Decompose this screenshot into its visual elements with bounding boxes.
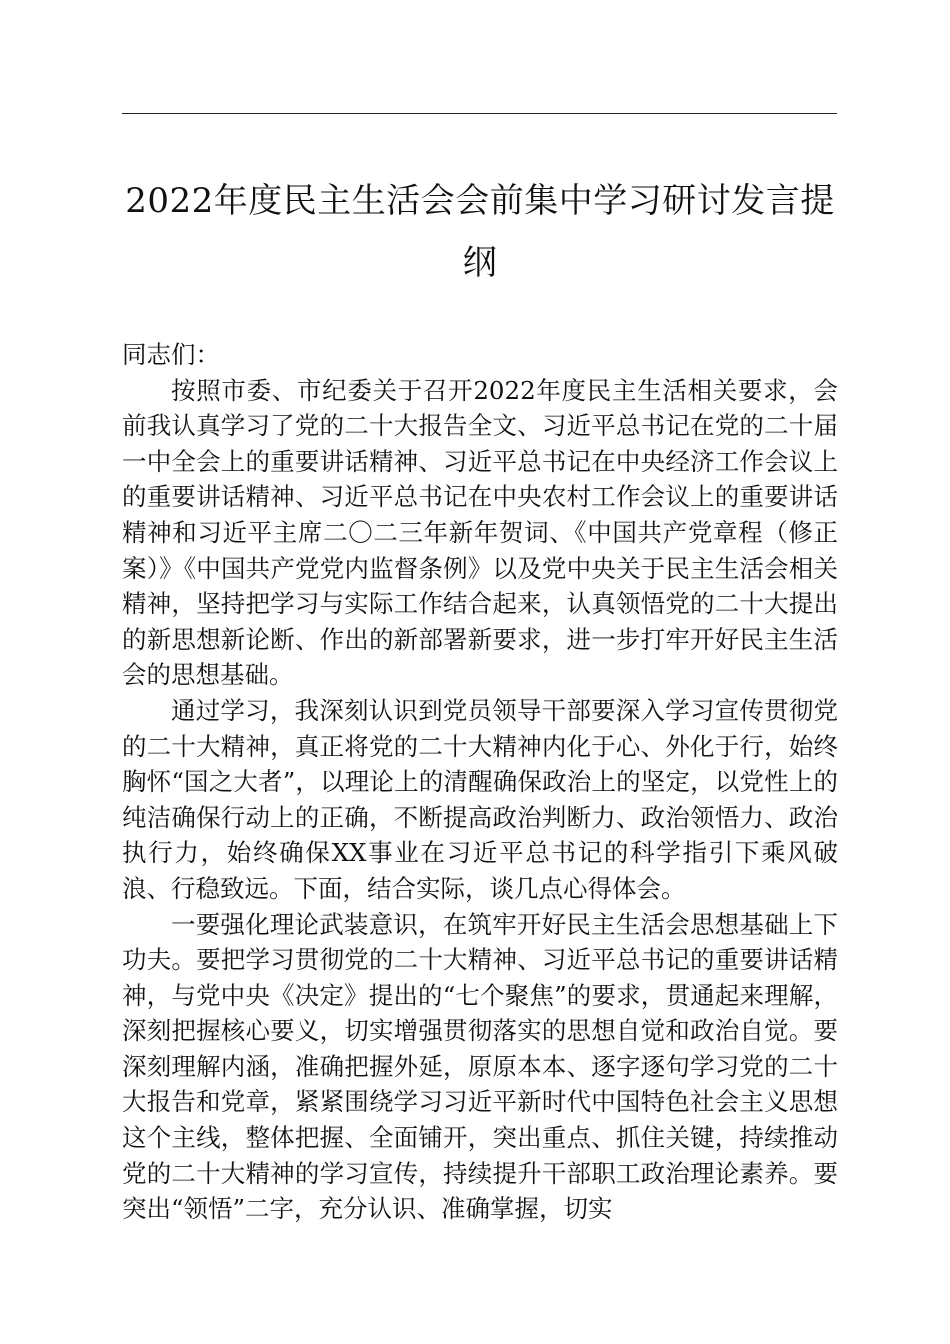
salutation: 同志们： (122, 340, 220, 369)
header-rule (122, 113, 837, 114)
paragraph-2: 通过学习，我深刻认识到党员领导干部要深入学习宣传贯彻党的二十大精神，真正将党的二十大精神内化于心、外化于行，始终胸怀“国之大者”，以理论上的清醒确保政治上的坚定，以党性上的纯洁确保行动上的正确，不断提高政治判断力、政治领悟力、政治执行力，始终确保XX事业在习近平总书记的科学指引下乘风破浪、行稳致远。下面，结合实际，谈几点心得体会。 (122, 695, 838, 903)
paragraph-1: 按照市委、市纪委关于召开2022年度民主生活相关要求，会前我认真学习了党的二十大报告全文、习近平总书记在党的二十届一中全会上的重要讲话精神、习近平总书记在中央经济工作会议上的重要讲话精神、习近平总书记在中央农村工作会议上的重要讲话精神和习近平主席二〇二三年新年贺词、《中国共产党章程（修正案）》《中国共产党党内监督条例》以及党中央关于民主生活会相关精神，坚持把学习与实际工作结合起来，认真领悟党的二十大提出的新思想新论断、作出的新部署新要求，进一步打牢开好民主生活会的思想基础。 (122, 375, 838, 690)
paragraph-3: 一要强化理论武装意识，在筑牢开好民主生活会思想基础上下功夫。要把学习贯彻党的二十大精神、习近平总书记的重要讲话精神，与党中央《决定》提出的“七个聚焦”的要求，贯通起来理解，深刻把握核心要义，切实增强贯彻落实的思想自觉和政治自觉。要深刻理解内涵，准确把握外延，原原本本、逐字逐句学习党的二十大报告和党章，紧紧围绕学习习近平新时代中国特色社会主义思想这个主线，整体把握、全面铺开，突出重点、抓住关键，持续推动党的二十大精神的学习宣传，持续提升干部职工政治理论素养。要突出“领悟”二字，充分认识、准确掌握，切实 (122, 909, 838, 1224)
document-body (122, 337, 838, 1227)
document-title: 2022年度民主生活会会前集中学习研讨发言提纲 (125, 181, 835, 283)
